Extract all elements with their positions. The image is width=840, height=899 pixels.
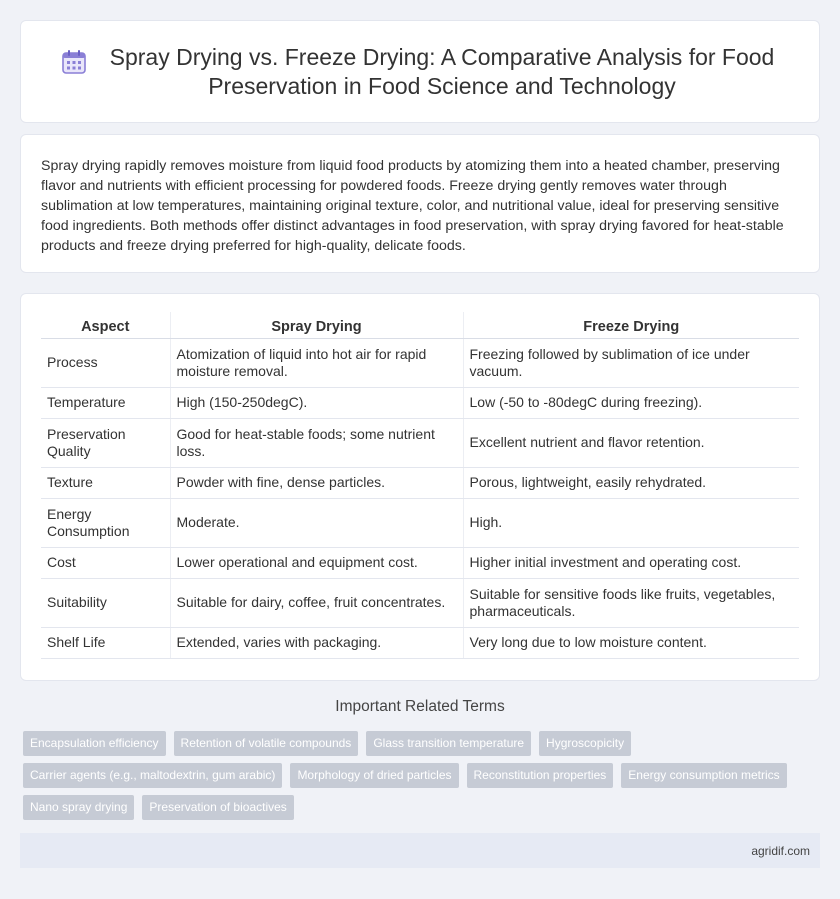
related-tag[interactable]: Hygroscopicity bbox=[539, 731, 631, 756]
table-row bbox=[41, 579, 799, 628]
intro-text: Spray drying rapidly removes moisture from liquid food products by atomizing them into a heated chamber, preserving flavor and nutrients with efficient processing for powdered foods. Freeze drying gently removes water through sublimation at low temperatures, maintaining original texture, color, and nutritional value, ideal for preserving sensitive food ingredients. Both methods offer distinct advantages in food preservation, with spray drying favored for heat-stable products and freeze drying preferred for high-quality, delicate foods. bbox=[41, 158, 784, 254]
aspect-cell: Temperature bbox=[41, 388, 170, 419]
page-title: Spray Drying vs. Freeze Drying: A Comparative Analysis for Food Preservation in Food Science and Technology bbox=[109, 43, 775, 99]
aspect-cell: Preservation Quality bbox=[41, 419, 170, 468]
header-card bbox=[20, 20, 820, 123]
table-row bbox=[41, 419, 799, 468]
aspect-cell: Shelf Life bbox=[41, 628, 170, 659]
table-row bbox=[41, 388, 799, 419]
related-tag[interactable]: Encapsulation efficiency bbox=[23, 731, 166, 756]
related-tags bbox=[20, 731, 820, 827]
header-aspect: Aspect bbox=[41, 312, 170, 339]
freeze-drying-cell: Very long due to low moisture content. bbox=[463, 628, 799, 659]
freeze-drying-cell: Low (-50 to -80degC during freezing). bbox=[463, 388, 799, 419]
footer bbox=[20, 833, 820, 868]
comparison-table-card bbox=[20, 293, 820, 681]
related-tag[interactable]: Carrier agents (e.g., maltodextrin, gum arabic) bbox=[23, 763, 282, 788]
table-row bbox=[41, 339, 799, 388]
related-tag[interactable]: Reconstitution properties bbox=[467, 763, 614, 788]
spray-drying-cell: Atomization of liquid into hot air for rapid moisture removal. bbox=[170, 339, 463, 388]
spray-drying-cell: Extended, varies with packaging. bbox=[170, 628, 463, 659]
related-tag[interactable]: Nano spray drying bbox=[23, 795, 134, 820]
related-tag[interactable]: Preservation of bioactives bbox=[142, 795, 293, 820]
related-terms-section bbox=[20, 698, 820, 827]
aspect-cell: Texture bbox=[41, 468, 170, 499]
table-row bbox=[41, 548, 799, 579]
freeze-drying-cell: Higher initial investment and operating cost. bbox=[463, 548, 799, 579]
footer-site-link[interactable]: agridif.com bbox=[751, 843, 810, 858]
table-row bbox=[41, 499, 799, 548]
calendar-grid-icon bbox=[61, 49, 87, 75]
table-header-row bbox=[41, 312, 799, 339]
intro-card bbox=[20, 134, 820, 273]
spray-drying-cell: Suitable for dairy, coffee, fruit concentrates. bbox=[170, 579, 463, 628]
related-tag[interactable]: Retention of volatile compounds bbox=[174, 731, 359, 756]
table-row bbox=[41, 468, 799, 499]
freeze-drying-cell: Porous, lightweight, easily rehydrated. bbox=[463, 468, 799, 499]
aspect-cell: Energy Consumption bbox=[41, 499, 170, 548]
spray-drying-cell: Lower operational and equipment cost. bbox=[170, 548, 463, 579]
related-terms-title: Important Related Terms bbox=[335, 698, 505, 715]
related-tag[interactable]: Morphology of dried particles bbox=[290, 763, 458, 788]
aspect-cell: Suitability bbox=[41, 579, 170, 628]
related-tag[interactable]: Glass transition temperature bbox=[366, 731, 531, 756]
spray-drying-cell: Good for heat-stable foods; some nutrient loss. bbox=[170, 419, 463, 468]
freeze-drying-cell: Excellent nutrient and flavor retention. bbox=[463, 419, 799, 468]
comparison-table bbox=[41, 312, 799, 659]
freeze-drying-cell: Freezing followed by sublimation of ice under vacuum. bbox=[463, 339, 799, 388]
freeze-drying-cell: High. bbox=[463, 499, 799, 548]
spray-drying-cell: Powder with fine, dense particles. bbox=[170, 468, 463, 499]
table-row bbox=[41, 628, 799, 659]
title-wrap bbox=[61, 43, 779, 101]
aspect-cell: Process bbox=[41, 339, 170, 388]
header-freeze-drying: Freeze Drying bbox=[463, 312, 799, 339]
freeze-drying-cell: Suitable for sensitive foods like fruits, vegetables, pharmaceuticals. bbox=[463, 579, 799, 628]
aspect-cell: Cost bbox=[41, 548, 170, 579]
spray-drying-cell: High (150-250degC). bbox=[170, 388, 463, 419]
related-tag[interactable]: Energy consumption metrics bbox=[621, 763, 786, 788]
spray-drying-cell: Moderate. bbox=[170, 499, 463, 548]
header-spray-drying: Spray Drying bbox=[170, 312, 463, 339]
